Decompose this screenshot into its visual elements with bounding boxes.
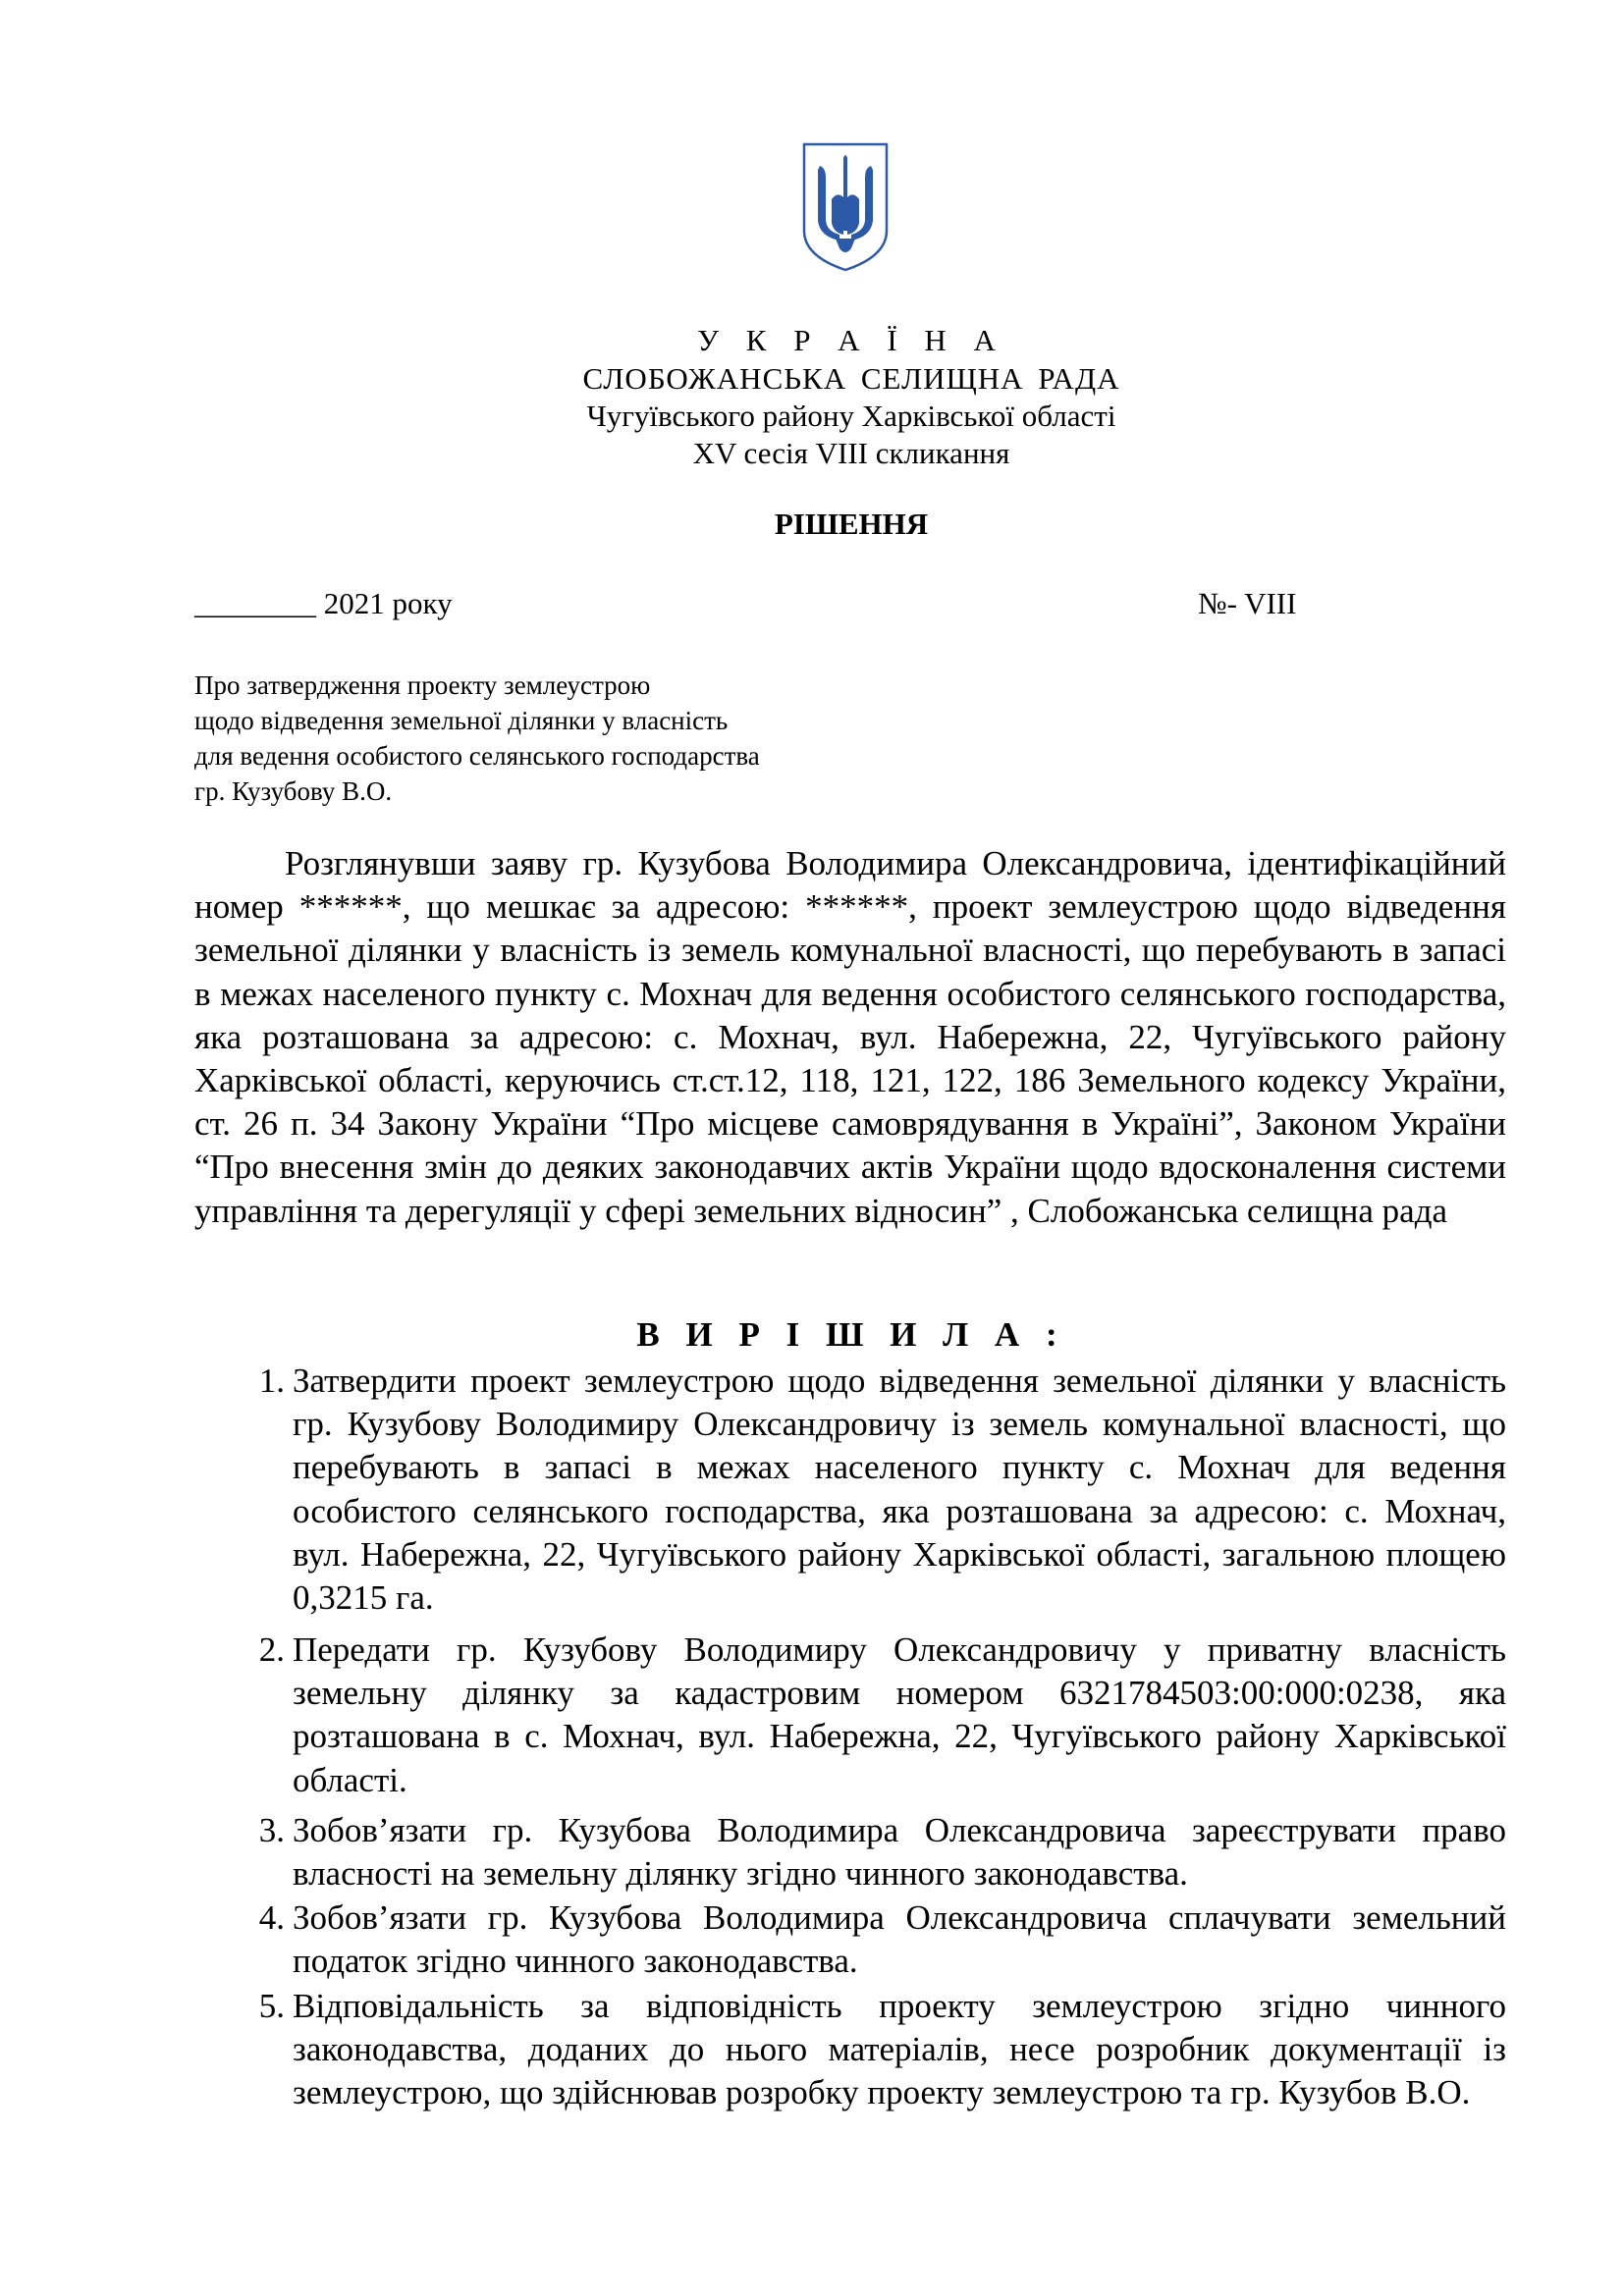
trident-coat-of-arms-icon bbox=[800, 140, 891, 274]
list-item-text: Відповідальність за відповідність проекту землеустрою згідно чинного законодавства, доданих до нього матеріалів, несе розробник документації із землеустрою, що здійснював розробку проекту землеустрою та гр. Кузубов В.О. bbox=[293, 1987, 1506, 2112]
preamble-paragraph: Розглянувши заяву гр. Кузубова Володимира Олександровича, ідентифікаційний номер ******, що мешкає за адресою: ******, проект землеустрою щодо відведення земельної ділянки у власність із земель комунальної власності, що перебувають в запасі в межах населеного пункту с. Мохнач для ведення особистого селянського господарства, яка розташована за адресою: с. Мохнач, вул. Набережна, 22, Чугуївського району Харківської області, керуючись ст.ст.12, 118, 121, 122, 186 Земельного кодексу України, ст. 26 п. 34 Закону України “Про місцеве самоврядування в Україні”, Законом України “Про внесення змін до деяких законодавчих актів України щодо вдосконалення системи управління та дерегуляції у сфері земельних відносин” , Слобожанська селищна рада bbox=[194, 844, 1506, 1230]
subject-line: Про затвердження проекту землеустрою bbox=[194, 670, 651, 700]
header-council: СЛОБОЖАНСЬКА СЕЛИЩНА РАДА bbox=[582, 361, 1120, 396]
list-item-number: 1. bbox=[258, 1362, 285, 1400]
list-item-text: Зобов’язати гр. Кузубова Володимира Олександровича зареєструвати право власності на земельну ділянку згідно чинного законодавства. bbox=[293, 1811, 1506, 1894]
subject-line: для ведення особистого селянського господарства bbox=[194, 741, 760, 771]
subject-line: щодо відведення земельної ділянки у власність bbox=[194, 706, 729, 735]
list-item-number: 2. bbox=[258, 1630, 285, 1669]
list-item-number: 3. bbox=[258, 1811, 285, 1849]
list-item-number: 4. bbox=[258, 1898, 285, 1937]
subject-line: гр. Кузубову В.О. bbox=[194, 776, 393, 806]
list-item-text: Передати гр. Кузубову Володимиру Олександровичу у приватну власність земельну ділянку за кадастровим номером 6321784503:00:000:0238, яка розташована в с. Мохнач, вул. Набережна, 22, Чугуївського району Харківської області. bbox=[293, 1630, 1506, 1799]
document-title: РІШЕННЯ bbox=[774, 507, 929, 541]
subject-block bbox=[194, 667, 760, 809]
date-line: ________ 2021 року bbox=[194, 586, 453, 620]
list-item-number: 5. bbox=[258, 1987, 285, 2025]
number-line: №- VIII bbox=[1198, 586, 1297, 620]
header-session: XV сесія VIII скликання bbox=[692, 436, 1010, 470]
header-district: Чугуївського району Харківської області bbox=[586, 399, 1116, 433]
list-item-text: Затвердити проект землеустрою щодо відведення земельної ділянки у власність гр. Кузубову Володимиру Олександровичу із земель комунальної власності, що перебувають в запасі в межах населеного пункту с. Мохнач для ведення особистого селянського господарства, яка розташована за адресою: с. Мохнач, вул. Набережна, 22, Чугуївського району Харківської області, загальною площею 0,3215 га. bbox=[293, 1362, 1506, 1618]
list-item-text: Зобов’язати гр. Кузубова Володимира Олександровича сплачувати земельний податок згідно чинного законодавства. bbox=[293, 1898, 1506, 1981]
header-country: У К Р А Ї Н А bbox=[697, 323, 1005, 357]
decided-heading: В И Р І Ш И Л А : bbox=[636, 1315, 1066, 1354]
